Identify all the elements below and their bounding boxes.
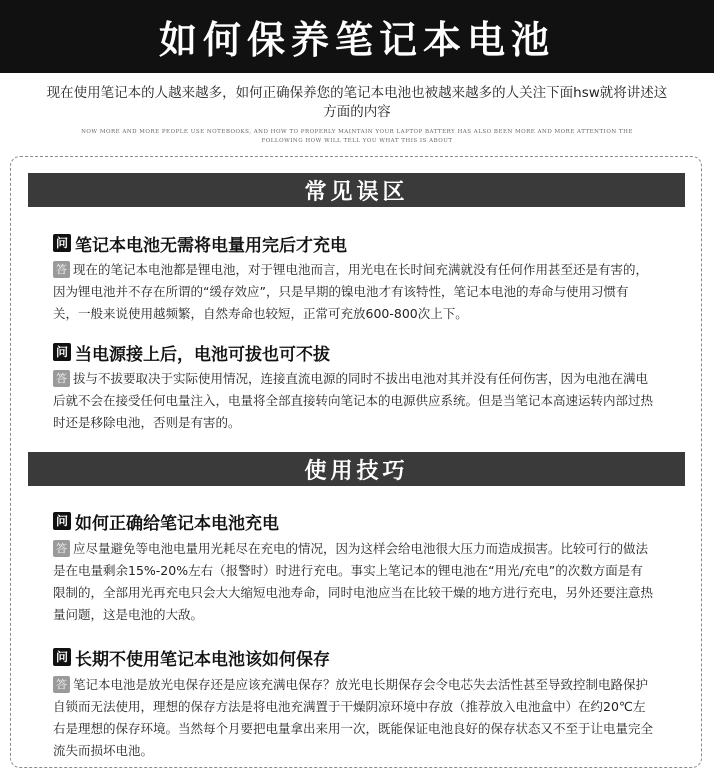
answer-badge-icon: 答 [53, 540, 70, 557]
answer-text: 现在的笔记本电池都是锂电池，对于锂电池而言，用光电在长时间充满就没有任何作用甚至还是有害的，因为锂电池并不存在所谓的“缓存效应”，只是早期的镍电池才有该特性，笔记本电池的寿命与使用习惯有关，一般来说使用越频繁，自然寿命也较短，正常可充放600-800次上下。 [53, 262, 649, 321]
question-text: 笔记本电池无需将电量用完后才充电 [75, 235, 347, 256]
section-heading-misconceptions: 常见误区 [28, 173, 685, 207]
question-badge-icon: 问 [53, 343, 71, 361]
answer-badge-icon: 答 [53, 261, 70, 278]
answer-text: 笔记本电池是放光电保存还是应该充满电保存？放光电长期保存会令电芯失去活性甚至导致控制电路保护自锁而无法使用，理想的保存方法是将电池充满置于干燥阴凉环境中存放（推荐放入电池盒中）在约20℃左右是理想的保存环境。当然每个月要把电量拿出来用一次，既能保证电池良好的保存状态又不至于让电量完全流失而损坏电池。 [53, 677, 654, 758]
answer-text: 应尽量避免等电池电量用光耗尽在充电的情况，因为这样会给电池很大压力而造成损害。比较可行的做法是在电量剩余15%-20%左右（报警时）时进行充电。事实上笔记本的锂电池在“用光/充电”的次数方面是有限制的，全部用光再充电只会大大缩短电池寿命，同时电池应当在比较干燥的地方进行充电，另外还要注意热量问题，这是电池的大敌。 [53, 541, 654, 622]
answer-text: 拔与不拔要取决于实际使用情况，连接直流电源的同时不拔出电池对其并没有任何伤害，因为电池在满电后就不会在接受任何电量注入，电量将全部直接转向笔记本的电源供应系统。但是当笔记本高速运转内部过热时还是移除电池，否则是有害的。 [53, 371, 654, 430]
question-heading [53, 510, 683, 532]
page-title: 如何保养笔记本电池 [0, 0, 714, 73]
english-caption: NOW MORE AND MORE PEOPLE USE NOTEBOOKS, AND HOW TO PROPERLY MAINTAIN YOUR LAPTOP BATTERY HAS ALSO BEEN MORE AND MORE ATTENTION THE FOLLOWING HOW WILL TELL YOU WHAT THIS IS ABOUT [81, 129, 633, 144]
question-heading [53, 341, 683, 363]
intro-text: 现在使用笔记本的人越来越多，如何正确保养您的笔记本电池也被越来越多的人关注下面hsw就将讲述这方面的内容 [46, 85, 668, 120]
answer-paragraph [53, 674, 653, 762]
answer-badge-icon: 答 [53, 676, 70, 693]
answer-paragraph [53, 538, 653, 626]
question-text: 长期不使用笔记本电池该如何保存 [75, 649, 330, 670]
question-badge-icon: 问 [53, 512, 71, 530]
answer-paragraph [53, 259, 653, 325]
answer-badge-icon: 答 [53, 370, 70, 387]
question-text: 如何正确给笔记本电池充电 [75, 513, 279, 534]
section-heading-tips: 使用技巧 [28, 452, 685, 486]
question-text: 当电源接上后，电池可拔也可不拔 [75, 344, 330, 365]
question-heading [53, 232, 683, 254]
question-badge-icon: 问 [53, 648, 71, 666]
question-badge-icon: 问 [53, 234, 71, 252]
answer-paragraph [53, 368, 653, 434]
question-heading [53, 646, 683, 668]
